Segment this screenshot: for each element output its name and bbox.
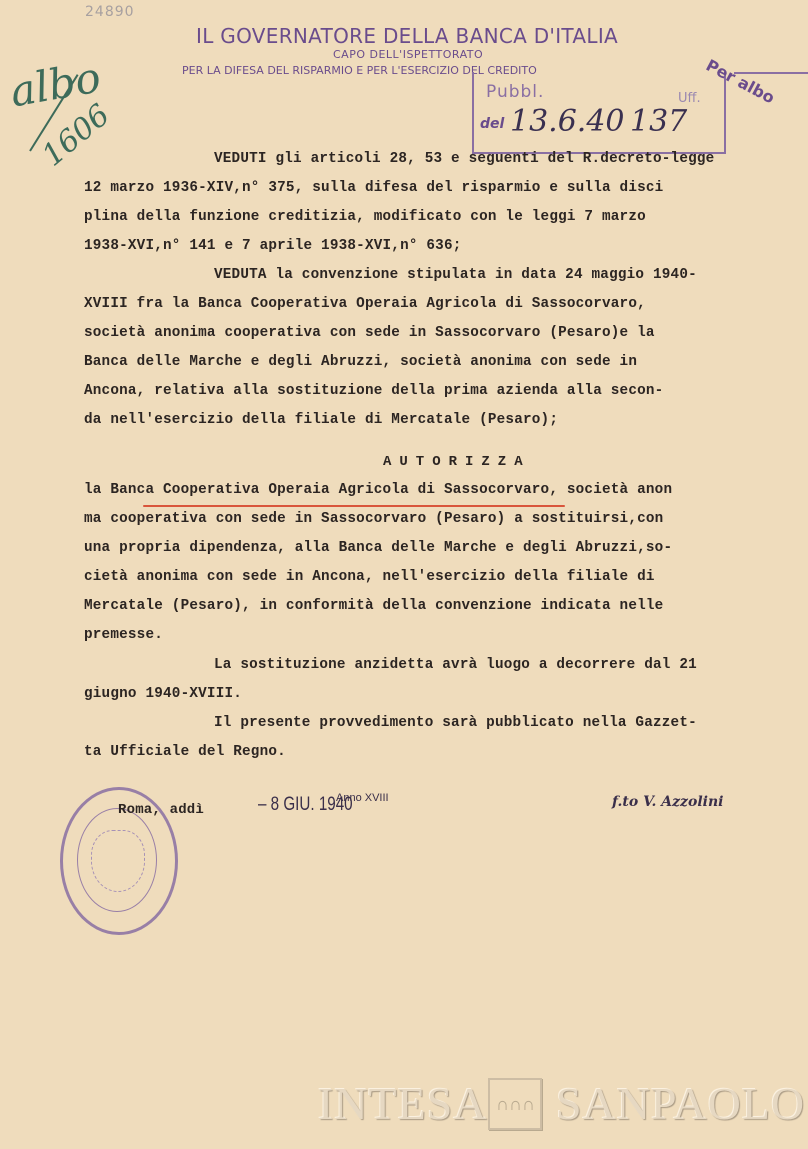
anno-stamp: Anno XVIII xyxy=(336,792,389,804)
place-text: Roma, addì xyxy=(118,802,205,818)
publication-office: Uff. xyxy=(678,91,701,106)
letterhead-subtitle: CAPO DELL'ISPETTORATO xyxy=(333,48,484,61)
body-line: ma cooperativa con sede in Sassocorvaro (Pesaro) a sostituirsi,con xyxy=(84,511,664,527)
body-line: plina della funzione creditizia, modificato con le leggi 7 marzo xyxy=(84,209,646,225)
body-line: ta Ufficiale del Regno. xyxy=(84,744,286,760)
letterhead-department: PER LA DIFESA DEL RISPARMIO E PER L'ESERCIZIO DEL CREDITO xyxy=(182,64,537,77)
publication-del-label: del xyxy=(480,116,505,132)
body-line: da nell'esercizio della filiale di Mercatale (Pesaro); xyxy=(84,412,559,428)
publication-number: 137 xyxy=(630,104,688,139)
handwritten-albo: albo xyxy=(6,52,105,117)
body-line: XVIII fra la Banca Cooperativa Operaia Agricola di Sassocorvaro, xyxy=(84,296,646,312)
body-line: la Banca Cooperativa Operaia Agricola di Sassocorvaro, società anon xyxy=(84,482,673,498)
body-line: premesse. xyxy=(84,627,164,643)
publication-date: 13.6.40 xyxy=(510,104,625,139)
body-line: Banca delle Marche e degli Abruzzi, società anonima con sede in xyxy=(84,354,638,370)
body-line: cietà anonima con sede in Ancona, nell'esercizio della filiale di xyxy=(84,569,655,585)
coat-of-arms-icon xyxy=(91,830,145,892)
watermark-intesa: INTESA xyxy=(318,1078,488,1129)
body-line: Il presente provvedimento sarà pubblicato nella Gazzet- xyxy=(214,715,697,731)
signature: f.to V. Azzolini xyxy=(612,794,724,810)
document-number: 24890 xyxy=(85,4,135,20)
body-line: VEDUTI gli articoli 28, 53 e seguenti del R.decreto-legge xyxy=(214,151,715,167)
section-title-autorizza: AUTORIZZA xyxy=(383,454,531,470)
publication-label: Pubbl. xyxy=(486,82,545,102)
body-line: La sostituzione anzidetta avrà luogo a decorrere dal 21 xyxy=(214,657,697,673)
date-stamp: – 8 GIU. 1940 xyxy=(258,794,353,815)
watermark-sanpaolo: SANPAOLO xyxy=(556,1078,806,1129)
body-line: 1938-XVI,n° 141 e 7 aprile 1938-XVI,n° 636; xyxy=(84,238,462,254)
body-line: una propria dipendenza, alla Banca delle Marche e degli Abruzzi,so- xyxy=(84,540,673,556)
body-line: società anonima cooperativa con sede in Sassocorvaro (Pesaro)e la xyxy=(84,325,655,341)
per-albo-stamp: Per albo xyxy=(702,55,778,108)
red-underline xyxy=(143,505,565,507)
body-line: Mercatale (Pesaro), in conformità della convenzione indicata nelle xyxy=(84,598,664,614)
body-line: giugno 1940-XVIII. xyxy=(84,686,243,702)
intesa-sanpaolo-logo-icon: ∩∩∩ xyxy=(488,1078,542,1130)
body-line: VEDUTA la convenzione stipulata in data 24 maggio 1940- xyxy=(214,267,697,283)
letterhead-title: IL GOVERNATORE DELLA BANCA D'ITALIA xyxy=(196,24,618,48)
body-line: 12 marzo 1936-XIV,n° 375, sulla difesa del risparmio e sulla disci xyxy=(84,180,664,196)
body-line: Ancona, relativa alla sostituzione della prima azienda alla secon- xyxy=(84,383,664,399)
handwritten-albo-number: 1606 xyxy=(35,97,117,174)
